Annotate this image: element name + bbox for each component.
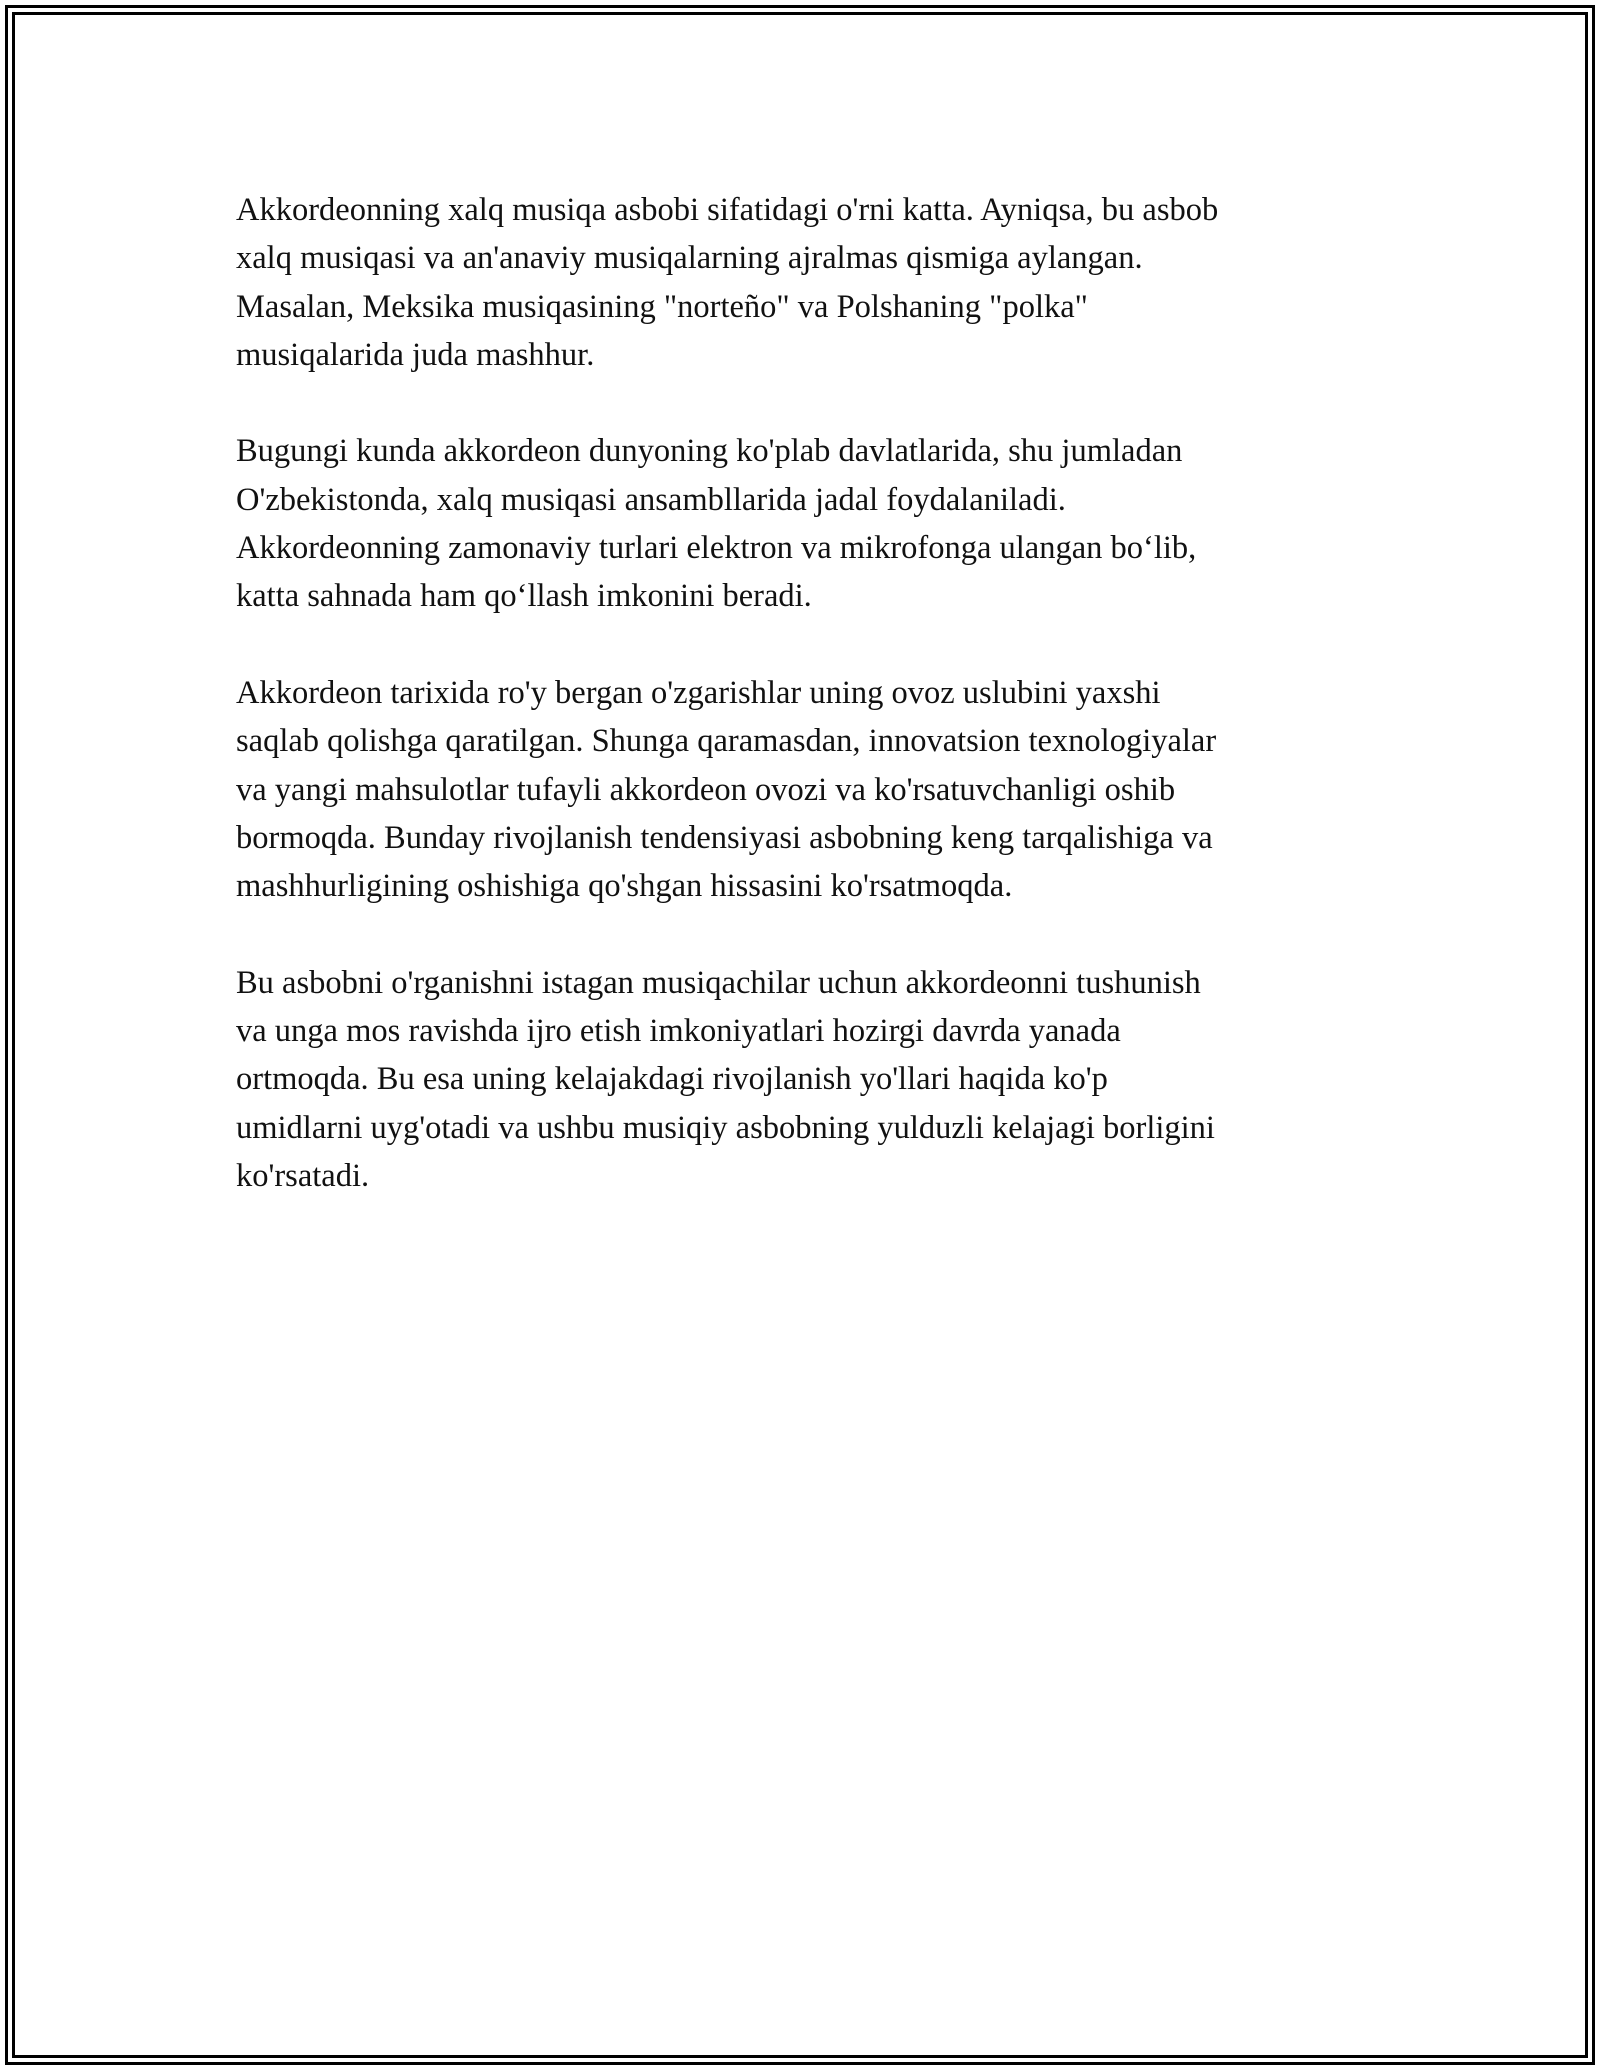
text-line: xalq musiqasi va an'anaviy musiqalarning ajralmas qismiga aylangan. bbox=[236, 240, 1143, 277]
text-line: umidlarni uyg'otadi va ushbu musiqiy asbobning yulduzli kelajagi borligini bbox=[236, 1109, 1215, 1146]
text-line: Bugungi kunda akkordeon dunyoning ko'plab davlatlarida, shu jumladan bbox=[236, 433, 1183, 470]
text-line: O'zbekistonda, xalq musiqasi ansambllarida jadal foydalaniladi. bbox=[236, 481, 1066, 518]
text-line: mashhurligining oshishiga qo'shgan hissasini ko'rsatmoqda. bbox=[236, 868, 1013, 905]
paragraph-2 bbox=[236, 427, 1366, 620]
text-line: Masalan, Meksika musiqasining "norteño" va Polshaning "polka" bbox=[236, 288, 1088, 325]
text-line: Akkordeonning xalq musiqa asbobi sifatidagi o'rni katta. Ayniqsa, bu asbob bbox=[236, 192, 1219, 228]
text-line: ko'rsatadi. bbox=[236, 1157, 370, 1194]
paragraph-1 bbox=[236, 186, 1366, 379]
text-line: va yangi mahsulotlar tufayli akkordeon ovozi va ko'rsatuvchanligi oshib bbox=[236, 771, 1176, 808]
text-line: ortmoqda. Bu esa uning kelajakdagi rivojlanish yo'llari haqida ko'p bbox=[236, 1061, 1108, 1098]
text-line: katta sahnada ham qo‘llash imkonini beradi. bbox=[236, 578, 812, 615]
document-body bbox=[236, 186, 1366, 1249]
text-line: bormoqda. Bunday rivojlanish tendensiyasi asbobning keng tarqalishiga va bbox=[236, 819, 1213, 856]
text-line: musiqalarida juda mashhur. bbox=[236, 336, 595, 373]
text-line: saqlab qolishga qaratilgan. Shunga qaramasdan, innovatsion texnologiyalar bbox=[236, 723, 1217, 760]
paragraph-4 bbox=[236, 959, 1366, 1200]
text-line: Akkordeonning zamonaviy turlari elektron va mikrofonga ulangan bo‘lib, bbox=[236, 530, 1197, 567]
text-line: va unga mos ravishda ijro etish imkoniyatlari hozirgi davrda yanada bbox=[236, 1013, 1121, 1050]
paragraph-3 bbox=[236, 669, 1366, 910]
text-line: Akkordeon tarixida ro'y bergan o'zgarishlar uning ovoz uslubini yaxshi bbox=[236, 674, 1161, 711]
text-line: Bu asbobni o'rganishni istagan musiqachilar uchun akkordeonni tushunish bbox=[236, 964, 1201, 1001]
